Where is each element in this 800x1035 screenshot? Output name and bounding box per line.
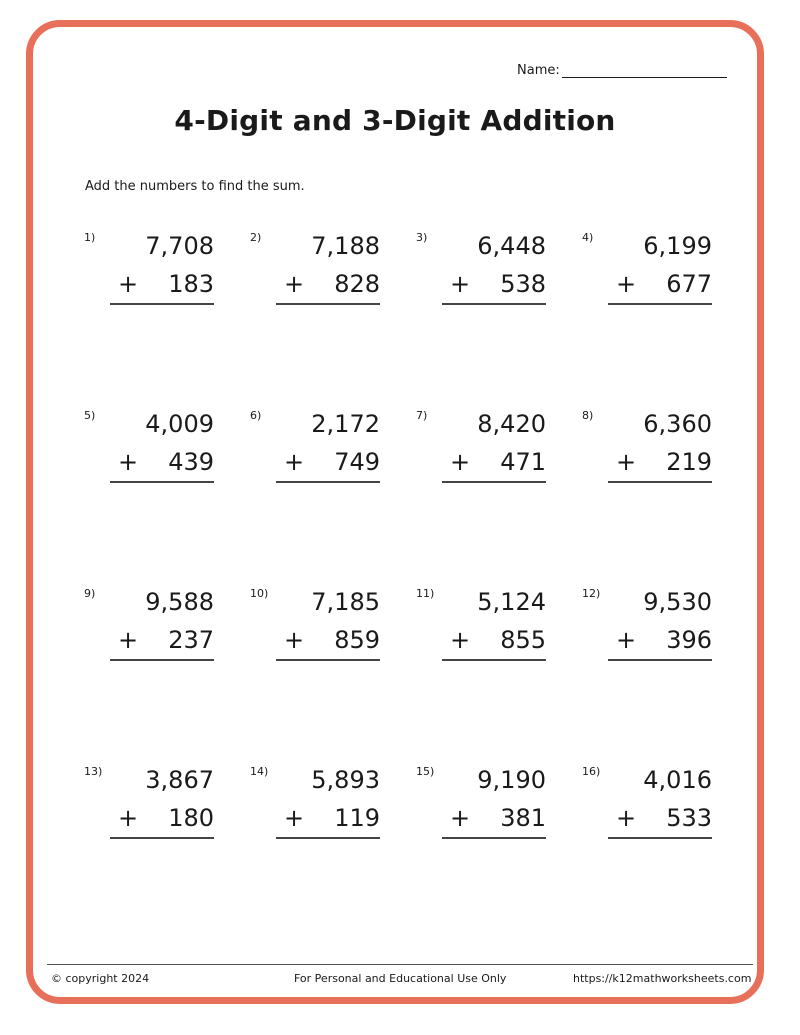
answer-line (608, 481, 712, 483)
addend-bottom: 538 (500, 270, 546, 298)
addition-problem (416, 762, 556, 872)
answer-line (276, 303, 380, 305)
addend-bottom: 381 (500, 804, 546, 832)
addend-bottom: 749 (334, 448, 380, 476)
answer-line (276, 659, 380, 661)
addition-problem (250, 762, 390, 872)
plus-sign: + (284, 626, 305, 654)
addition-problem (84, 584, 224, 694)
problem-number: 16) (582, 765, 601, 778)
name-label: Name: (517, 63, 560, 78)
addition-problem (416, 584, 556, 694)
footer-usage: For Personal and Educational Use Only (294, 972, 507, 985)
problem-number: 15) (416, 765, 435, 778)
plus-sign: + (118, 626, 139, 654)
addend-top: 9,190 (477, 766, 546, 794)
problem-number: 10) (250, 587, 269, 600)
addend-bottom: 183 (168, 270, 214, 298)
addend-top: 2,172 (311, 410, 380, 438)
addend-top: 3,867 (145, 766, 214, 794)
plus-sign: + (616, 270, 637, 298)
addend-top: 5,124 (477, 588, 546, 616)
answer-line (442, 659, 546, 661)
addend-bottom: 119 (334, 804, 380, 832)
answer-line (276, 481, 380, 483)
plus-sign: + (616, 626, 637, 654)
answer-line (110, 837, 214, 839)
addend-bottom: 828 (334, 270, 380, 298)
addend-bottom: 237 (168, 626, 214, 654)
addition-problem (416, 406, 556, 516)
addend-top: 6,448 (477, 232, 546, 260)
problem-number: 13) (84, 765, 103, 778)
answer-line (608, 303, 712, 305)
addend-top: 9,588 (145, 588, 214, 616)
problem-number: 2) (250, 231, 262, 244)
answer-line (608, 659, 712, 661)
footer-copyright: © copyright 2024 (51, 972, 150, 985)
problem-number: 5) (84, 409, 96, 422)
plus-sign: + (284, 804, 305, 832)
answer-line (110, 481, 214, 483)
addend-top: 9,530 (643, 588, 712, 616)
addend-bottom: 677 (666, 270, 712, 298)
plus-sign: + (450, 448, 471, 476)
addition-problem (416, 228, 556, 338)
addend-bottom: 180 (168, 804, 214, 832)
answer-line (608, 837, 712, 839)
plus-sign: + (284, 448, 305, 476)
addition-problem (84, 406, 224, 516)
footer-url: https://k12mathworksheets.com (573, 972, 752, 985)
plus-sign: + (450, 626, 471, 654)
problem-number: 1) (84, 231, 96, 244)
instructions: Add the numbers to find the sum. (85, 179, 305, 194)
problem-number: 3) (416, 231, 428, 244)
plus-sign: + (118, 448, 139, 476)
answer-line (442, 837, 546, 839)
addend-top: 5,893 (311, 766, 380, 794)
addend-top: 7,185 (311, 588, 380, 616)
plus-sign: + (616, 804, 637, 832)
addition-problem (250, 228, 390, 338)
addend-top: 7,708 (145, 232, 214, 260)
answer-line (442, 481, 546, 483)
addend-bottom: 859 (334, 626, 380, 654)
addition-problem (582, 584, 722, 694)
plus-sign: + (118, 270, 139, 298)
addition-problem (250, 584, 390, 694)
page-title: 4-Digit and 3-Digit Addition (174, 104, 616, 137)
addend-top: 8,420 (477, 410, 546, 438)
addend-bottom: 219 (666, 448, 712, 476)
addend-top: 4,016 (643, 766, 712, 794)
addend-bottom: 533 (666, 804, 712, 832)
addition-problem (84, 228, 224, 338)
plus-sign: + (118, 804, 139, 832)
plus-sign: + (450, 804, 471, 832)
problem-number: 6) (250, 409, 262, 422)
name-blank-line (562, 63, 727, 78)
addition-problem (582, 762, 722, 872)
addition-problem (582, 228, 722, 338)
answer-line (442, 303, 546, 305)
addition-problem (582, 406, 722, 516)
answer-line (110, 659, 214, 661)
problem-number: 14) (250, 765, 269, 778)
name-field (517, 63, 727, 78)
footer-divider (47, 964, 753, 965)
addend-top: 7,188 (311, 232, 380, 260)
problem-number: 11) (416, 587, 435, 600)
problem-number: 12) (582, 587, 601, 600)
problem-number: 9) (84, 587, 96, 600)
addition-problem (84, 762, 224, 872)
plus-sign: + (450, 270, 471, 298)
problem-number: 8) (582, 409, 594, 422)
addend-bottom: 855 (500, 626, 546, 654)
plus-sign: + (616, 448, 637, 476)
problem-number: 4) (582, 231, 594, 244)
addition-problem (250, 406, 390, 516)
addend-top: 6,199 (643, 232, 712, 260)
addend-bottom: 396 (666, 626, 712, 654)
addend-top: 6,360 (643, 410, 712, 438)
answer-line (276, 837, 380, 839)
plus-sign: + (284, 270, 305, 298)
addend-top: 4,009 (145, 410, 214, 438)
answer-line (110, 303, 214, 305)
addend-bottom: 439 (168, 448, 214, 476)
addend-bottom: 471 (500, 448, 546, 476)
problem-number: 7) (416, 409, 428, 422)
